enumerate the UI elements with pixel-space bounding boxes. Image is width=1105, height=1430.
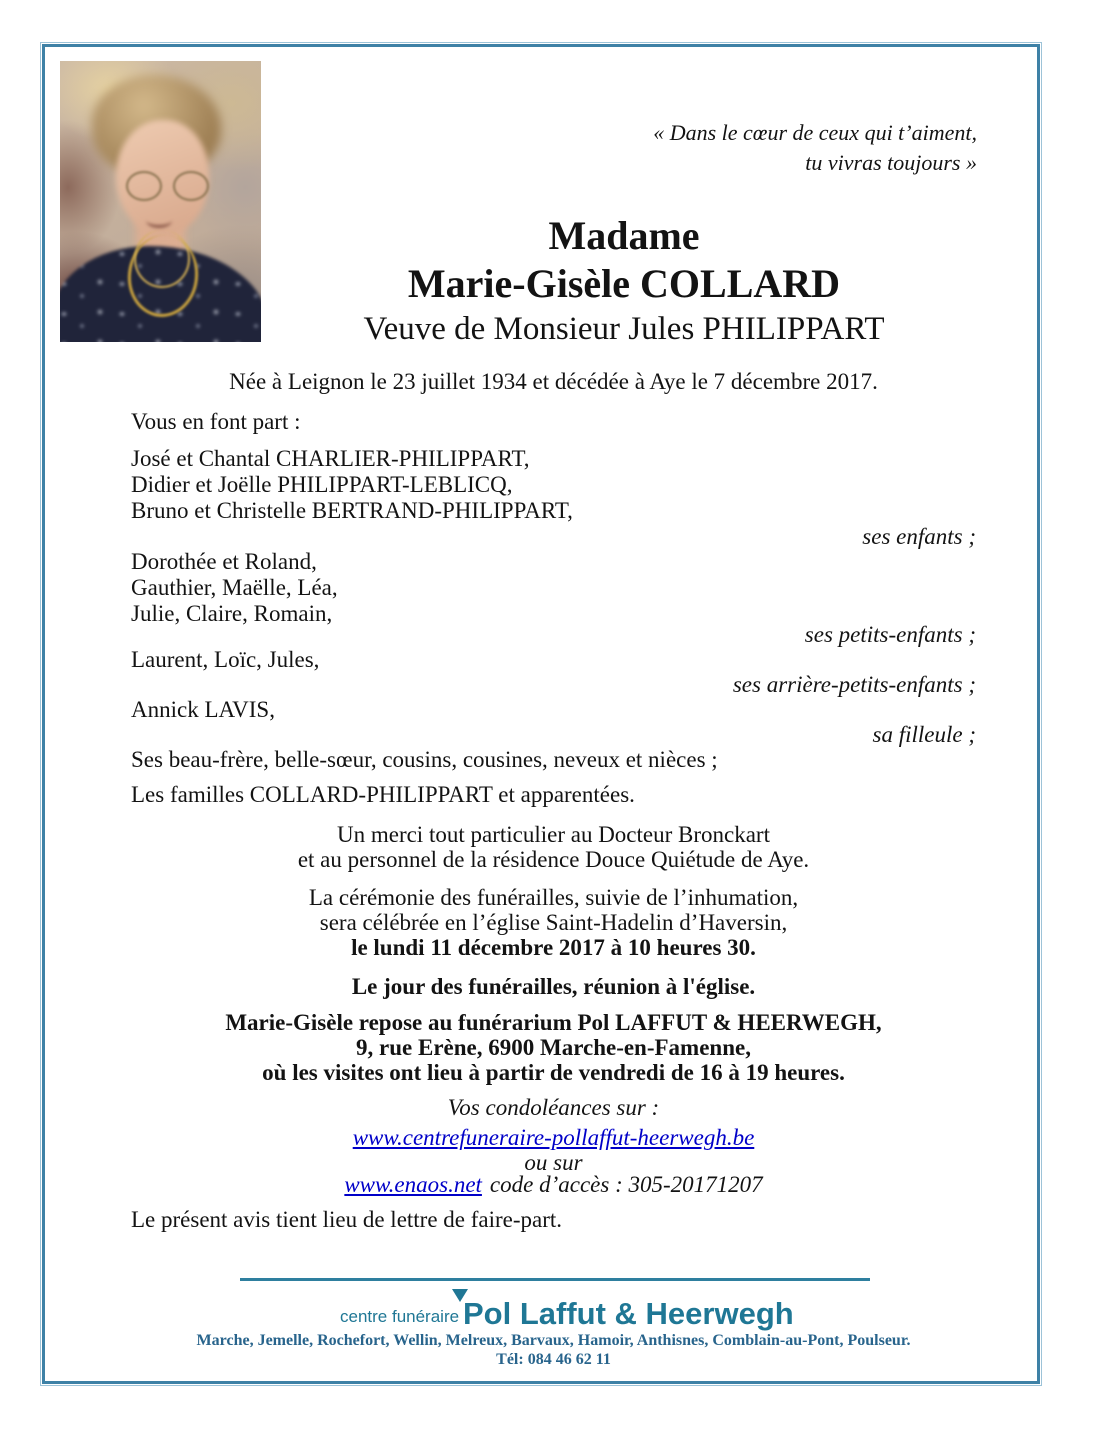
deceased-title-block	[272, 212, 976, 351]
children-line: Bruno et Christelle BERTRAND-PHILIPPART,	[131, 498, 573, 523]
families-line: Les familles COLLARD-PHILIPPART et apparentées.	[131, 782, 635, 807]
grandchildren-list	[131, 549, 338, 627]
ceremony-line2: sera célébrée en l’église Saint-Hadelin d’Haversin,	[319, 910, 788, 935]
ceremony-line1: La cérémonie des funérailles, suivie de l’inhumation,	[308, 885, 799, 910]
funerarium-line1: Marie-Gisèle repose au funérarium Pol LAFFUT & HEERWEGH,	[225, 1010, 882, 1035]
ceremony-datetime: le lundi 11 décembre 2017 à 10 heures 30.	[351, 935, 756, 960]
thanks-line1: Un merci tout particulier au Docteur Bronckart	[336, 822, 770, 847]
life-dates: Née à Leignon le 23 juillet 1934 et décédée à Aye le 7 décembre 2017.	[229, 369, 878, 394]
relatives-line: Ses beau-frère, belle-sœur, cousins, cousines, neveux et nièces ;	[131, 747, 718, 772]
funeral-home-phone: Tél: 084 46 62 11	[496, 1351, 611, 1368]
funerarium-paragraph	[131, 1010, 976, 1085]
grandchildren-line: Gauthier, Maëlle, Léa,	[131, 575, 338, 600]
funerarium-line3: où les visites ont lieu à partir de vendredi de 16 à 19 heures.	[262, 1060, 845, 1085]
deceased-name: Marie-Gisèle COLLARD	[407, 261, 841, 306]
meeting-line: Le jour des funérailles, réunion à l'église.	[351, 974, 756, 999]
memorial-quote	[653, 118, 977, 178]
portrait-photo	[60, 61, 261, 342]
children-line: Didier et Joëlle PHILIPPART-LEBLICQ,	[131, 472, 513, 497]
funerarium-line2: 9, rue Erène, 6900 Marche-en-Famenne,	[356, 1035, 751, 1060]
funeral-home-cities: Marche, Jemelle, Rochefort, Wellin, Melreux, Barvaux, Hamoir, Anthisnes, Comblain-au-Pont, Poulseur.	[196, 1332, 911, 1349]
deceased-subtitle: Veuve de Monsieur Jules PHILIPPART	[363, 311, 885, 347]
children-label: ses enfants ;	[862, 524, 976, 549]
condolences-intro: Vos condoléances sur :	[447, 1095, 660, 1120]
condolences-link2-row	[131, 1172, 976, 1197]
goddaughter-label: sa filleule ;	[872, 722, 976, 747]
deceased-honorific: Madame	[548, 213, 700, 258]
condolences-link2[interactable]: www.enaos.net	[344, 1172, 482, 1197]
footer-divider	[240, 1278, 870, 1281]
access-code: code d’accès : 305-20171207	[489, 1172, 763, 1197]
funeral-home-type: centre funéraire	[340, 1307, 460, 1326]
notice-line: Le présent avis tient lieu de lettre de faire-part.	[131, 1207, 563, 1232]
children-list	[131, 446, 573, 524]
thanks-line2: et au personnel de la résidence Douce Quiétude de Aye.	[297, 847, 810, 872]
portrait-glasses-right	[173, 171, 209, 201]
condolences-or: ou sur	[524, 1150, 583, 1175]
great-grandchildren-label: ses arrière-petits-enfants ;	[732, 672, 976, 697]
memorial-quote-line2: tu vivras toujours »	[805, 150, 977, 175]
portrait-smile	[146, 213, 172, 228]
grandchildren-line: Julie, Claire, Romain,	[131, 601, 333, 626]
condolences-link1-row	[131, 1125, 976, 1150]
memorial-quote-line1: « Dans le cœur de ceux qui t’aiment,	[653, 120, 977, 145]
ceremony-paragraph	[131, 885, 976, 960]
goddaughter-line: Annick LAVIS,	[131, 697, 275, 722]
great-grandchildren-line: Laurent, Loïc, Jules,	[131, 647, 320, 672]
children-line: José et Chantal CHARLIER-PHILIPPART,	[131, 446, 530, 471]
portrait-glasses-left	[126, 171, 162, 201]
funeral-home-name: Pol Laffut & Heerwegh	[463, 1296, 794, 1331]
condolences-link1[interactable]: www.centrefuneraire-pollaffut-heerwegh.be	[352, 1125, 755, 1150]
announcement-intro: Vous en font part :	[131, 409, 301, 434]
thanks-paragraph	[131, 822, 976, 872]
grandchildren-line: Dorothée et Roland,	[131, 549, 317, 574]
grandchildren-label: ses petits-enfants ;	[804, 622, 976, 647]
